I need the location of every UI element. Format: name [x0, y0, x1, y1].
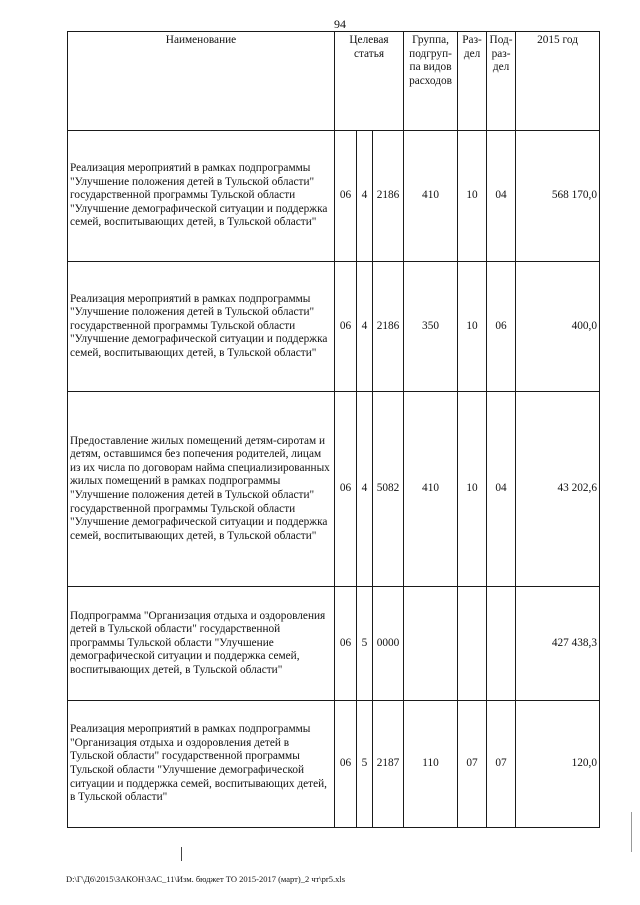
target-article-part-1: 06 [335, 701, 357, 828]
target-article-part-1: 06 [335, 131, 357, 262]
amount-2015: 568 170,0 [516, 131, 600, 262]
table-row [68, 131, 600, 262]
amount-2015: 43 202,6 [516, 392, 600, 587]
row-name: Реализация мероприятий в рамках подпрограммы "Улучшение положения детей в Тульской области" государственной программы Тульской области "Улучшение демографической ситуации и поддержка семей, воспитывающих детей, в Тульской области" [68, 131, 335, 262]
target-article-part-3: 5082 [373, 392, 404, 587]
amount-2015: 427 438,3 [516, 587, 600, 701]
scan-edge-mark [631, 812, 632, 852]
target-article-part-2: 5 [357, 587, 373, 701]
scan-mark [181, 847, 182, 861]
target-article-part-2: 4 [357, 131, 373, 262]
expense-group: 110 [404, 701, 458, 828]
target-article-part-3: 0000 [373, 587, 404, 701]
header-name: Наименование [68, 32, 335, 131]
target-article-part-1: 06 [335, 587, 357, 701]
section: 10 [458, 262, 487, 392]
subsection: 04 [487, 392, 516, 587]
row-name: Подпрограмма "Организация отдыха и оздоровления детей в Тульской области" государственной программы Тульской области "Улучшение демографической ситуации и поддержка семей, воспитывающих детей, в Тульской области" [68, 587, 335, 701]
target-article-part-3: 2187 [373, 701, 404, 828]
expense-group: 350 [404, 262, 458, 392]
footer-file-path: D:\Г\Д6\2015\ЗАКОН\ЗАС_11\Изм. бюджет ТО 2015-2017 (март)_2 чт\pr5.xls [66, 874, 346, 884]
row-name: Реализация мероприятий в рамках подпрограммы "Улучшение положения детей в Тульской области" государственной программы Тульской области "Улучшение демографической ситуации и поддержка семей, воспитывающих детей, в Тульской области" [68, 262, 335, 392]
section: 10 [458, 131, 487, 262]
amount-2015: 120,0 [516, 701, 600, 828]
table-row [68, 262, 600, 392]
header-section: Раз-дел [458, 32, 487, 131]
page-number: 94 [334, 17, 346, 31]
section: 10 [458, 392, 487, 587]
target-article-part-2: 4 [357, 262, 373, 392]
header-subsection: Под-раз-дел [487, 32, 516, 131]
target-article-part-3: 2186 [373, 262, 404, 392]
subsection: 07 [487, 701, 516, 828]
expense-group: 410 [404, 392, 458, 587]
section: 07 [458, 701, 487, 828]
row-name: Предоставление жилых помещений детям-сиротам и детям, оставшимся без попечения родителей, лицам из их числа по договорам найма специализированных жилых помещений в рамках подпрограммы "Улучшение положения детей в Тульской области" государственной программы Тульской области "Улучшение демографической ситуации и поддержка семей, воспитывающих детей, в Тульской области" [68, 392, 335, 587]
target-article-part-2: 5 [357, 701, 373, 828]
header-group: Группа, подгруп-па видов расходов [404, 32, 458, 131]
table-row [68, 392, 600, 587]
target-article-part-1: 06 [335, 392, 357, 587]
target-article-part-2: 4 [357, 392, 373, 587]
budget-table [67, 31, 600, 828]
expense-group [404, 587, 458, 701]
subsection: 04 [487, 131, 516, 262]
header-year: 2015 год [516, 32, 600, 131]
row-name: Реализация мероприятий в рамках подпрограммы "Организация отдыха и оздоровления детей в Тульской области" государственной программы Тульской области "Улучшение демографической ситуации и поддержка семей, воспитывающих детей, в Тульской области" [68, 701, 335, 828]
table-row [68, 587, 600, 701]
target-article-part-1: 06 [335, 262, 357, 392]
amount-2015: 400,0 [516, 262, 600, 392]
target-article-part-3: 2186 [373, 131, 404, 262]
table-row [68, 701, 600, 828]
section [458, 587, 487, 701]
subsection: 06 [487, 262, 516, 392]
expense-group: 410 [404, 131, 458, 262]
header-target-article: Целевая статья [335, 32, 404, 131]
table-header-row [68, 32, 600, 131]
subsection [487, 587, 516, 701]
